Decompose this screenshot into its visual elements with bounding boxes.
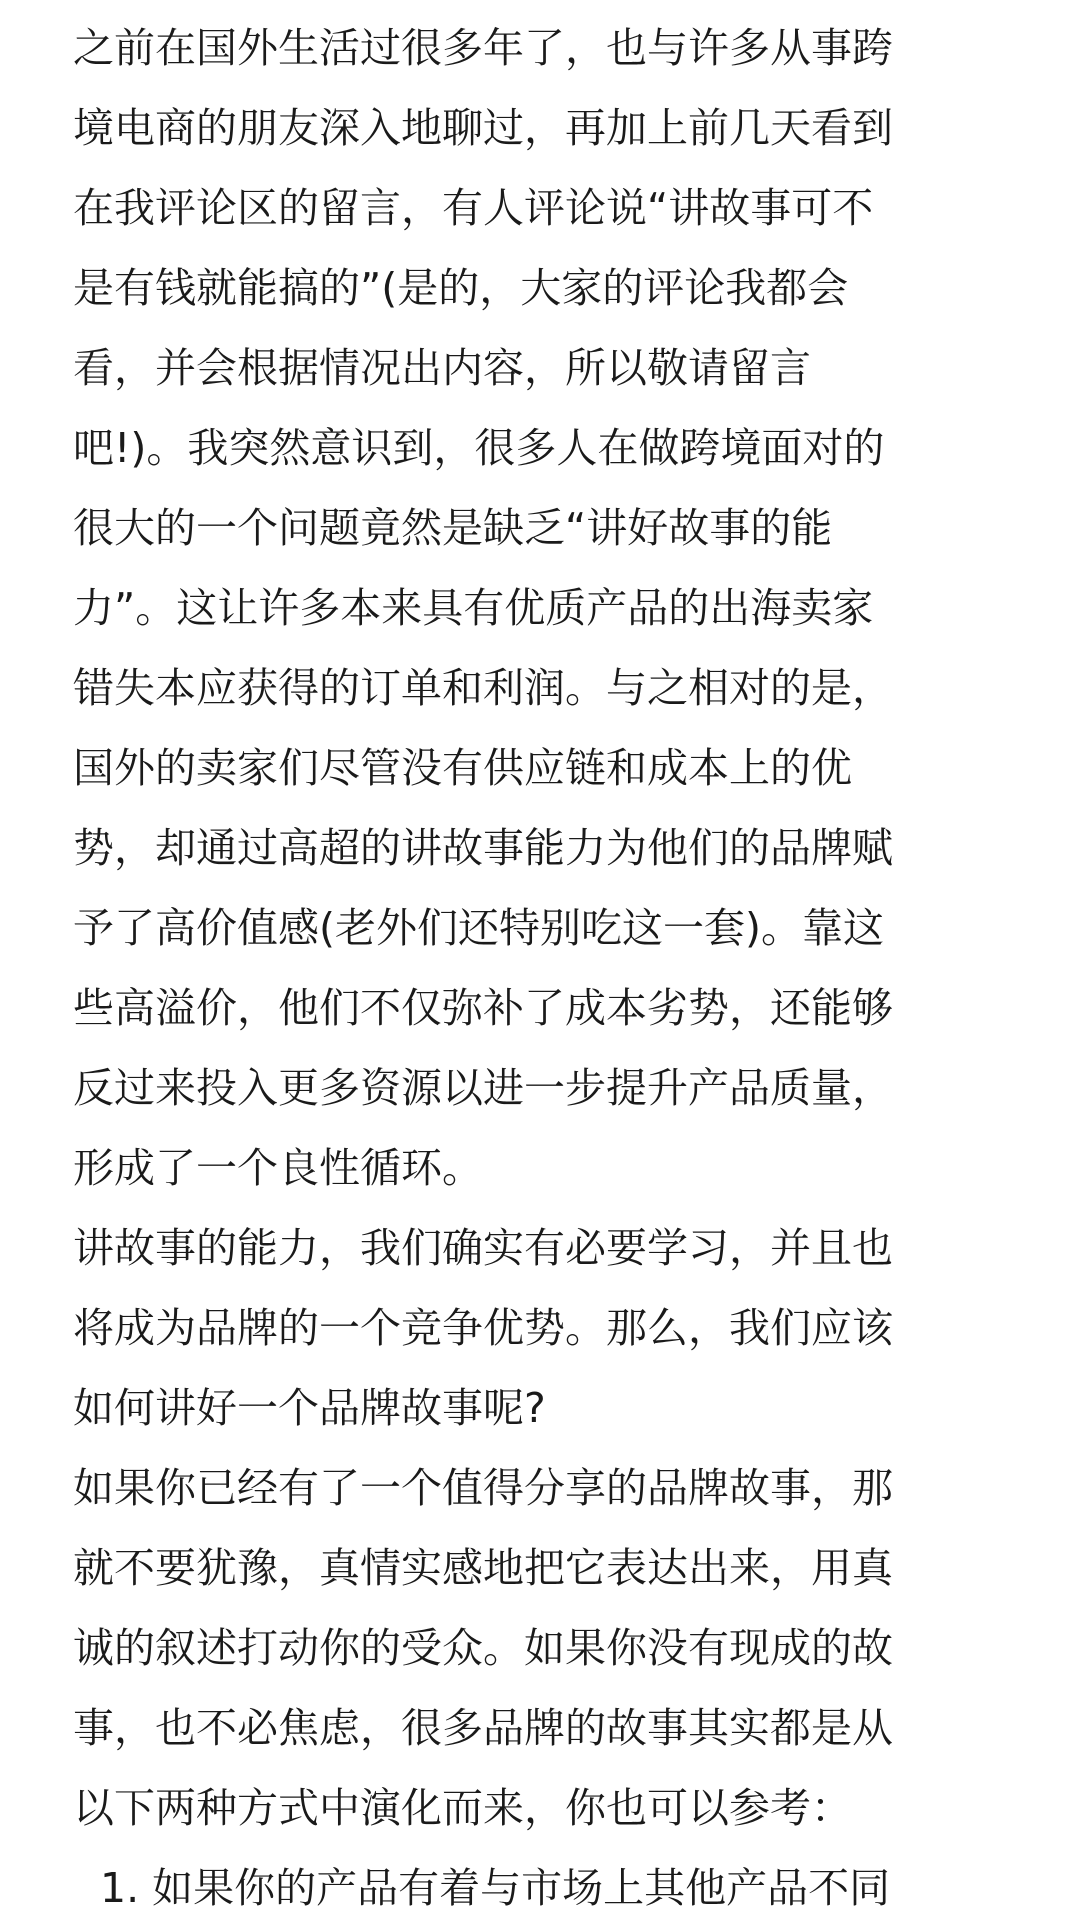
- text-line: 错失本应获得的订单和利润。与之相对的是，: [73, 664, 893, 712]
- text-line: 国外的卖家们尽管没有供应链和成本上的优: [73, 744, 852, 792]
- text-line: 事，也不必焦虑，很多品牌的故事其实都是从: [73, 1704, 893, 1752]
- text-line: 将成为品牌的一个竞争优势。那么，我们应该: [73, 1304, 893, 1352]
- text-line: 吧!)。我突然意识到，很多人在做跨境面对的: [73, 424, 885, 472]
- text-line: 很大的一个问题竟然是缺乏“讲好故事的能: [73, 504, 833, 552]
- numbered-list-item: 1. 如果你的产品有着与市场上其他产品不同: [100, 1864, 891, 1912]
- text-line: 予了高价值感(老外们还特别吃这一套)。靠这: [73, 904, 884, 952]
- text-line: 如何讲好一个品牌故事呢?: [73, 1384, 546, 1432]
- text-line: 力”。这让许多本来具有优质产品的出海卖家: [73, 584, 874, 632]
- text-line: 如果你已经有了一个值得分享的品牌故事，那: [73, 1464, 893, 1512]
- text-line: 势，却通过高超的讲故事能力为他们的品牌赋: [73, 824, 893, 872]
- text-line: 些高溢价，他们不仅弥补了成本劣势，还能够: [73, 984, 893, 1032]
- article-body: [73, 8, 1033, 1928]
- text-line: 境电商的朋友深入地聊过，再加上前几天看到: [73, 104, 893, 152]
- text-line: 诚的叙述打动你的受众。如果你没有现成的故: [73, 1624, 893, 1672]
- text-line: 就不要犹豫，真情实感地把它表达出来，用真: [73, 1544, 893, 1592]
- text-line: 讲故事的能力，我们确实有必要学习，并且也: [73, 1224, 893, 1272]
- text-line: 以下两种方式中演化而来，你也可以参考：: [73, 1784, 852, 1832]
- text-line: 看，并会根据情况出内容，所以敬请留言: [73, 344, 811, 392]
- text-line: 反过来投入更多资源以进一步提升产品质量，: [73, 1064, 893, 1112]
- text-line: 之前在国外生活过很多年了，也与许多从事跨: [73, 24, 893, 72]
- text-line: 形成了一个良性循环。: [73, 1144, 483, 1192]
- text-line: 在我评论区的留言，有人评论说“讲故事可不: [73, 184, 874, 232]
- text-line: 是有钱就能搞的”(是的，大家的评论我都会: [73, 264, 849, 312]
